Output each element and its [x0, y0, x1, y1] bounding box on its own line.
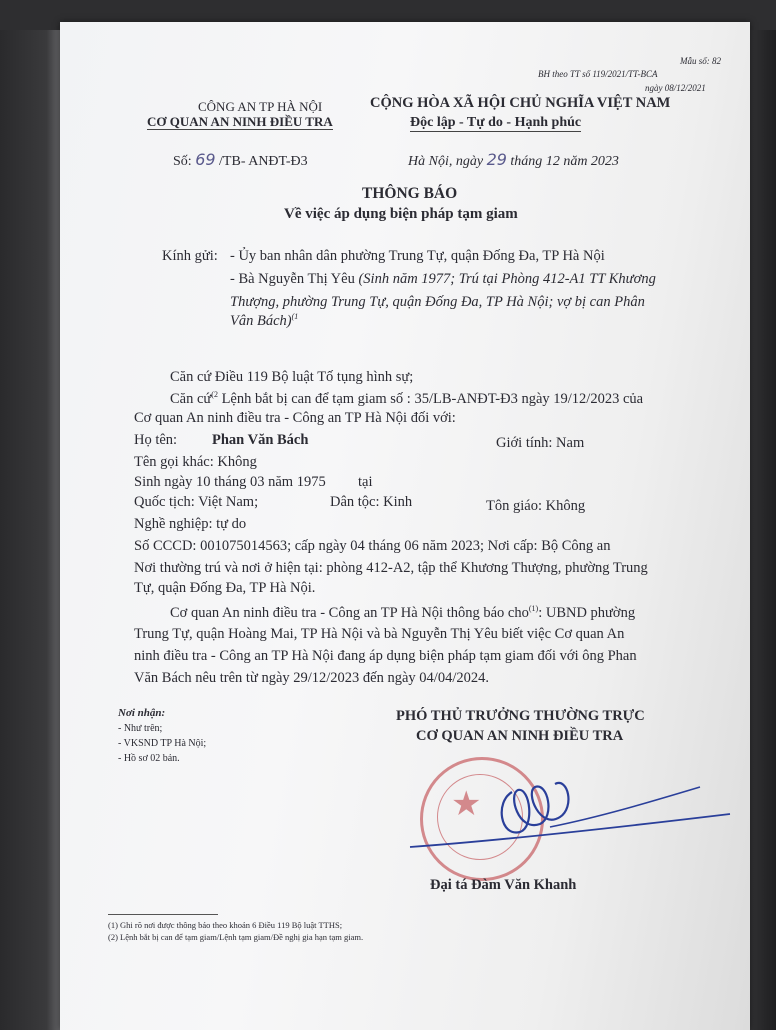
footnote-divider: [108, 914, 218, 915]
signer-name: Đại tá Đàm Văn Khanh: [430, 877, 577, 893]
ethnicity: Dân tộc: Kinh: [330, 494, 413, 510]
document-title: THÔNG BÁO: [362, 185, 458, 202]
signature-mark: [400, 762, 740, 882]
legal-basis-2-sup: (2: [211, 390, 218, 399]
distribution-item-2: - VKSND TP Hà Nội;: [118, 738, 207, 749]
religion: Tôn giáo: Không: [486, 498, 586, 514]
residence-1: Nơi thường trú và nơi ở hiện tại: phòng 412-A2, tập thể Khương Thượng, phường Trung: [134, 560, 648, 576]
national-motto: Độc lập - Tự do - Hạnh phúc: [410, 115, 582, 130]
recipient-1: - Ủy ban nhân dân phường Trung Tự, quận Đống Đa, TP Hà Nội: [230, 248, 605, 264]
notice-1-sup: (1): [528, 604, 539, 613]
country-name: CỘNG HÒA XÃ HỘI CHỦ NGHĨA VIỆT NAM: [370, 95, 671, 111]
date-of-birth: Sinh ngày 10 tháng 03 năm 1975: [134, 474, 326, 490]
distribution-item-1: - Như trên;: [118, 723, 163, 734]
notice-line-4: Văn Bách nêu trên từ ngày 29/12/2023 đến ngày 04/04/2024.: [134, 670, 489, 686]
recipient-2-footnote-ref: (1: [291, 312, 299, 321]
recipient-2-name: - Bà Nguyễn Thị Yêu: [230, 271, 355, 287]
signer-title-2: CƠ QUAN AN NINH ĐIỀU TRA: [416, 728, 624, 744]
legal-basis-2-b: Lệnh bắt bị can để tạm giam số : 35/LB-ANĐT-Đ3 ngày 19/12/2023 của: [221, 390, 644, 407]
legal-basis-2-a: Căn cứ: [170, 390, 212, 407]
distribution-item-3: - Hồ sơ 02 bản.: [118, 753, 180, 764]
star-icon: ★: [451, 786, 482, 823]
distribution-label: Nơi nhận:: [118, 707, 166, 719]
nationality: Quốc tịch: Việt Nam;: [134, 494, 259, 510]
document-subtitle: Về việc áp dụng biện pháp tạm giam: [284, 206, 518, 222]
notice-line-2: Trung Tự, quận Hoàng Mai, TP Hà Nội và bà Nguyễn Thị Yêu biết việc Cơ quan An: [134, 626, 625, 642]
birth-place-label: tại: [358, 474, 373, 490]
suspect-name: Phan Văn Bách: [212, 432, 309, 448]
gender: Giới tính: Nam: [496, 435, 585, 451]
residence-2: Tự, quận Đống Đa, TP Hà Nội.: [134, 580, 316, 596]
footnote-1: (1) Ghi rõ nơi được thông báo theo khoản 6 Điều 119 Bộ luật TTHS;: [108, 920, 343, 930]
document-page: [60, 22, 750, 1030]
form-date: ngày 08/12/2021: [645, 83, 706, 93]
place-date: [408, 150, 619, 170]
legal-basis-3: Cơ quan An ninh điều tra - Công an TP Hà Nội đối với:: [134, 410, 456, 426]
form-issued-by: BH theo TT số 119/2021/TT-BCA: [538, 69, 658, 79]
document-number: [173, 150, 308, 170]
footnote-2: (2) Lệnh bắt bị can để tạm giam/Lệnh tạm giam/Đề nghị gia hạn tạm giam.: [108, 932, 364, 942]
agency-name-text: CƠ QUAN AN NINH ĐIỀU TRA: [147, 114, 333, 129]
date-rest: 12 năm 2023: [545, 154, 619, 169]
agency-parent: CÔNG AN TP HÀ NỘI: [198, 99, 323, 114]
name-label: Họ tên:: [134, 432, 178, 448]
signer-title-1: PHÓ THỦ TRƯỞNG THƯỜNG TRỰC: [396, 708, 645, 724]
date-mid: tháng: [510, 154, 543, 169]
id-card: Số CCCD: 001075014563; cấp ngày 04 tháng 06 năm 2023; Nơi cấp: Bộ Công an: [134, 538, 611, 554]
number-prefix: Số:: [173, 154, 192, 169]
recipient-2-details: (Sinh năm 1977; Trú tại Phòng 412-A1 TT Khương: [358, 271, 656, 287]
recipient-2-end-text: Vân Bách): [230, 312, 292, 329]
number-suffix: /TB- ANĐT-Đ3: [219, 154, 308, 169]
legal-basis-1: Căn cứ Điều 119 Bộ luật Tố tụng hình sự;: [170, 369, 414, 385]
notice-line-3: ninh điều tra - Công an TP Hà Nội đang áp dụng biện pháp tạm giam đối với ông Phan: [134, 648, 637, 664]
number-handwritten: 69: [195, 150, 216, 169]
occupation: Nghề nghiệp: tự do: [134, 516, 247, 532]
recipient-2: [230, 271, 656, 288]
date-prefix: Hà Nội, ngày: [408, 154, 484, 169]
legal-basis-2: [170, 390, 643, 408]
notice-line-1: [170, 604, 635, 622]
recipients-label: Kính gửi:: [162, 248, 218, 264]
recipient-2-cont: Thượng, phường Trung Tự, quận Đống Đa, TP Hà Nội; vợ bị can Phân: [230, 294, 645, 310]
notice-1-a: Cơ quan An ninh điều tra - Công an TP Hà Nội thông báo cho: [170, 604, 529, 621]
agency-name: [147, 114, 333, 130]
form-number: Mẫu số: 82: [680, 56, 721, 66]
date-day-handwritten: 29: [486, 150, 507, 169]
notice-1-b: : UBND phường: [538, 604, 636, 621]
recipient-2-end: [230, 312, 298, 330]
alias: Tên gọi khác: Không: [134, 454, 257, 470]
